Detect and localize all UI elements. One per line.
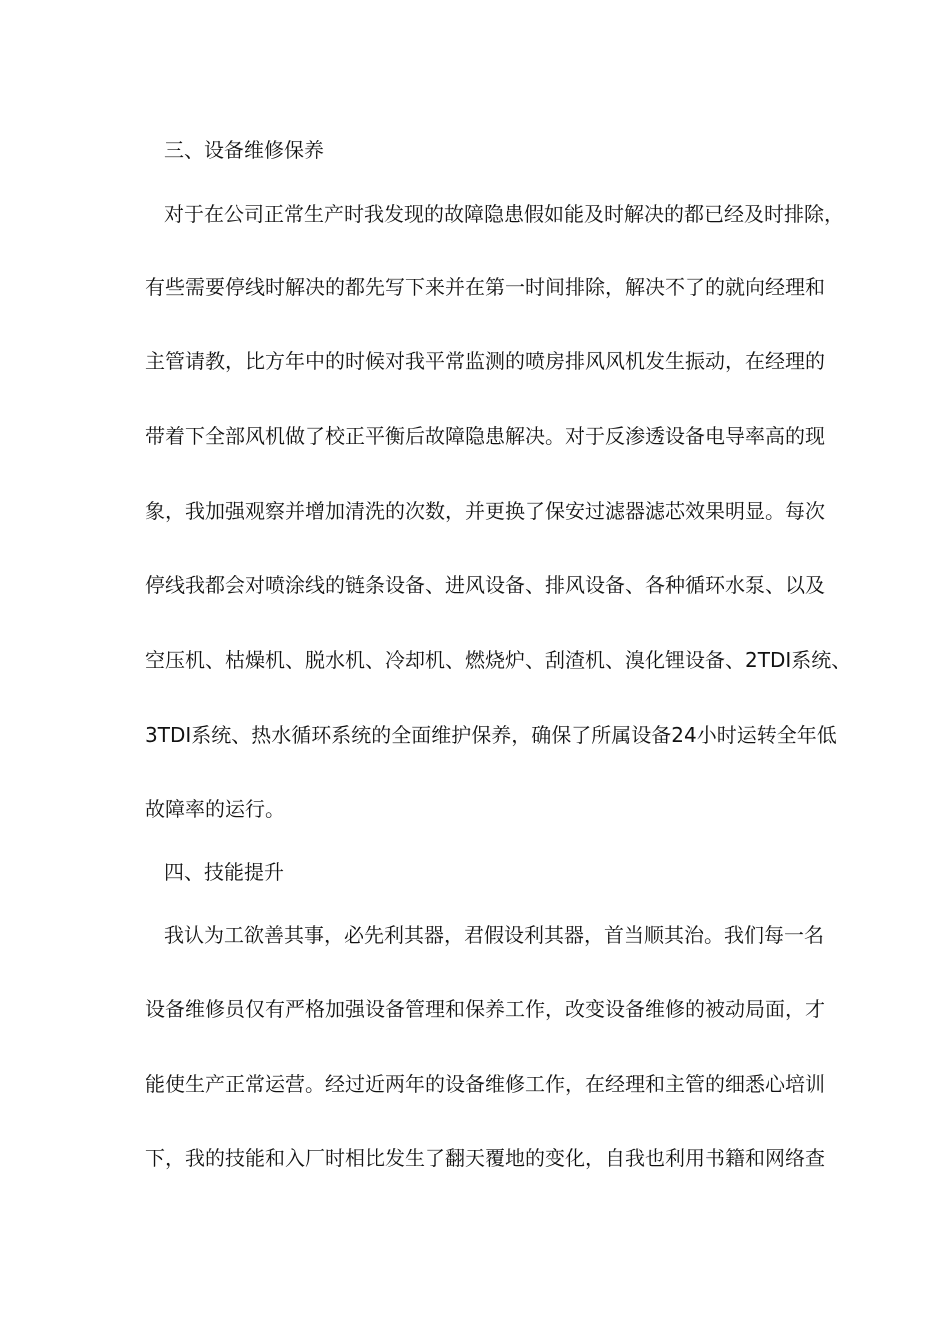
paragraph-line: 空压机、枯燥机、脱水机、冷却机、燃烧炉、刮渣机、溴化锂设备、2TDI系统、 [145,648,852,672]
paragraph-line: 对于在公司正常生产时我发现的故障隐患假如能及时解决的都已经及时排除， [164,202,844,226]
paragraph-line: 故障率的运行。 [145,797,285,821]
paragraph-line: 象，我加强观察并增加清洗的次数，并更换了保安过滤器滤芯效果明显。每次 [145,499,825,523]
paragraph-line: 有些需要停线时解决的都先写下来并在第一时间排除，解决不了的就向经理和 [145,275,825,299]
paragraph-line: 3TDI系统、热水循环系统的全面维护保养，确保了所属设备24小时运转全年低 [145,723,837,747]
paragraph-line: 主管请教，比方年中的时候对我平常监测的喷房排风风机发生振动，在经理的 [145,349,825,373]
paragraph-line: 我认为工欲善其事，必先利其器，君假设利其器，首当顺其治。我们每一名 [164,923,824,947]
section-heading-maintenance: 三、设备维修保养 [164,138,324,162]
paragraph-line: 下，我的技能和入厂时相比发生了翻天覆地的变化，自我也利用书籍和网络查 [145,1146,825,1170]
paragraph-line: 能使生产正常运营。经过近两年的设备维修工作，在经理和主管的细悉心培训 [145,1072,825,1096]
paragraph-line: 停线我都会对喷涂线的链条设备、进风设备、排风设备、各种循环水泵、以及 [145,573,825,597]
paragraph-line: 设备维修员仅有严格加强设备管理和保养工作，改变设备维修的被动局面，才 [145,997,825,1021]
section-heading-skills: 四、技能提升 [164,860,284,884]
paragraph-line: 带着下全部风机做了校正平衡后故障隐患解决。对于反渗透设备电导率高的现 [145,424,825,448]
